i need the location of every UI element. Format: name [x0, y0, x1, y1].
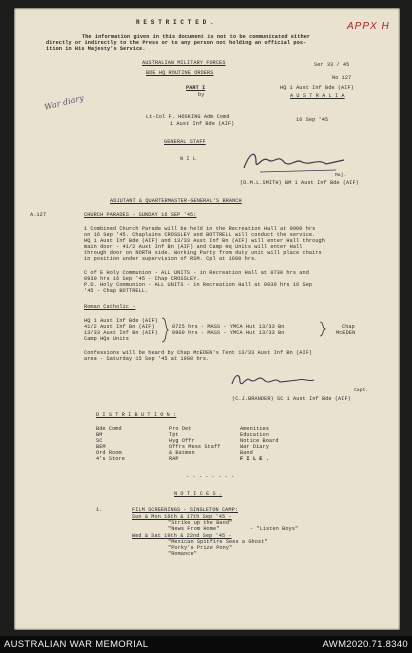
film-title: "Strike up the Band": [168, 520, 233, 526]
brace-icon: [319, 321, 327, 337]
distribution-item: Notice Board: [240, 438, 279, 444]
notices-heading: N O T I C E S .: [174, 491, 223, 497]
distribution-heading: D I S T R I B U T I O N :: [96, 412, 177, 418]
film-title: "Porky's Prize Pony": [168, 545, 233, 551]
communion-line: '45 - Chap BOTTRELL.: [84, 288, 149, 294]
church-parades-title: CHURCH PARADES - SUNDAY 16 SEP '45:: [84, 212, 197, 218]
distribution-item: War Diary: [240, 444, 269, 450]
warning-line-1: The information given in this document is not to be communicated either: [82, 34, 311, 40]
item-number: A.127: [30, 212, 47, 218]
distribution-item: BM: [96, 432, 103, 438]
sc-rank: Capt.: [354, 388, 369, 393]
film-title: - "Listen Boys": [250, 526, 299, 532]
distribution-item: 4's Store: [96, 456, 125, 462]
paragraph-line: in position under supervision of RSM. Cpl at 1600 hrs.: [84, 256, 258, 262]
rc-unit: Camp HQs Units: [84, 336, 129, 342]
paragraph-line: HQ 1 Aust Inf Bde (AIF) and 13/33 Aust Inf Bn (AIF) will enter Hall through: [84, 238, 325, 244]
paragraph-line: on 16 Sep '45. Chaplains CROSSLEY and BOTTRELL will conduct the service.: [84, 232, 316, 238]
paragraph-line: 1 Combined Church Parade will be held in the Recreation Hall at 0900 hrs: [84, 226, 316, 232]
adjutant-heading: ADJUTANT & QUARTERMASTER-GENERAL'S BRANCH: [110, 198, 242, 204]
rc-unit: HQ 1 Aust Inf Bde (AIF): [84, 318, 158, 324]
distribution-item: Offrs Mess Staff: [169, 444, 221, 450]
appendix-stamp: APPX H: [347, 21, 390, 32]
distribution-item: & Batmen: [169, 450, 195, 456]
confessions-line: Confessions will be heard by Chap McEDEN's Tent 13/33 Aust Inf Bn (AIF): [84, 350, 313, 356]
communion-line: C of E Holy Communion - ALL UNITS - in Recreation Hall at 0730 hrs and: [84, 270, 309, 276]
film-title: "Romance": [168, 551, 197, 557]
rc-chaplain-label: Chap: [342, 324, 355, 330]
distribution-item: Pro Det: [169, 426, 192, 432]
footer-institution: AUSTRALIAN WAR MEMORIAL: [4, 639, 149, 650]
brace-icon: [160, 317, 170, 343]
rc-time: 0900 hrs - MASS - YMCA Hut 13/33 Bn: [172, 330, 285, 336]
distribution-item: Education: [240, 432, 269, 438]
rc-unit: 41/2 Aust Inf Bn (AIF): [84, 324, 155, 330]
paragraph-line: main door - 41/2 Aust Inf Bn (AIF) and Camp Hq Units will enter Hall: [84, 244, 303, 250]
distribution-item: SC: [96, 438, 103, 444]
paragraph-line: through door on NORTH side. Working Party from duty unit will place chairs: [84, 250, 322, 256]
divider-dashes: - - - - - - - -: [186, 474, 235, 480]
classification-heading: R E S T R I C T E D .: [136, 19, 214, 26]
orders-title: BDE HQ ROUTINE ORDERS: [146, 70, 214, 76]
confessions-line: area - Saturday 15 Sep '45 at 1900 hrs.: [84, 356, 210, 362]
force-title: AUSTRALIAN MILITARY FORCES: [142, 60, 226, 66]
general-staff-heading: GENERAL STAFF: [164, 139, 206, 145]
serial-number: Ser 33 / 45: [314, 62, 350, 68]
distribution-item: F I L E .: [240, 456, 269, 462]
communion-line: P.D. Holy Communion - ALL UNITS - in Recreation Hall at 0930 hrs 16 Sep: [84, 282, 313, 288]
distribution-item: RAP: [169, 456, 179, 462]
bm-signature: [240, 146, 350, 178]
bm-rank: Maj.: [335, 173, 347, 178]
place-name: A U S T R A L I A: [290, 93, 345, 99]
distribution-item: Tpt: [169, 432, 179, 438]
part-title: PART I: [186, 85, 206, 91]
distribution-item: Amenities: [240, 426, 269, 432]
rc-time: 0725 hrs - MASS - YMCA Hut 13/33 Bn: [172, 324, 285, 330]
film-screenings-title: FILM SCREENINGS - SINGLETON CAMP:: [132, 507, 239, 513]
distribution-item: Band: [240, 450, 253, 456]
rc-chaplain-name: McEDEN: [336, 330, 356, 336]
distribution-item: Bde Comd: [96, 426, 122, 432]
war-diary-handwritten-note: War diary: [43, 93, 85, 112]
film-title: "News From Home": [168, 526, 220, 532]
screening-date: Sun & Mon 16th & 17th Sep '45 -: [132, 514, 232, 520]
rc-unit: 13/33 Aust Inf Bn (AIF): [84, 330, 158, 336]
warning-line-2: directly or indirectly to the Press or to any person not holding an official pos-: [46, 40, 307, 46]
general-staff-content: N I L: [180, 156, 197, 162]
distribution-item: Hyg Offr: [169, 438, 195, 444]
bm-signature-caption: (D.M.L.SMITH) BM 1 Aust Inf Bde (AIF): [240, 180, 359, 186]
distribution-item: Ord Room: [96, 450, 122, 456]
order-date: 16 Sep '45: [296, 117, 329, 123]
sc-signature: [228, 366, 328, 392]
film-title: "Mexican Spitfire Sees a Ghost": [168, 539, 268, 545]
notice-number: 1.: [96, 507, 103, 513]
order-number: No 127: [332, 75, 352, 81]
distribution-item: BEM: [96, 444, 106, 450]
archive-footer: [0, 636, 412, 653]
warning-line-3: ition in His Majesty's Service.: [46, 46, 146, 52]
hq-name: HQ 1 Aust Inf Bde (AIF): [280, 85, 354, 91]
screening-date: Wed & Sat 19th & 22nd Sep '45 -: [132, 533, 232, 539]
by-label: by: [198, 92, 205, 98]
footer-accession-number: AWM2020.71.8340: [322, 639, 408, 650]
roman-catholic-heading: Roman Catholic -: [84, 304, 136, 310]
communion-line: 0930 hrs 16 Sep '45 - Chap CROSSLEY.: [84, 276, 200, 282]
document-page: [14, 8, 400, 630]
officer-line: Lt-Col F. HOSKING Adm Comd: [146, 114, 230, 120]
officer-unit: 1 Aust Inf Bde (AIF): [170, 121, 235, 127]
sc-signature-caption: (C.J.BRANDER) SC 1 Aust Inf Bde (AIF): [232, 396, 351, 402]
